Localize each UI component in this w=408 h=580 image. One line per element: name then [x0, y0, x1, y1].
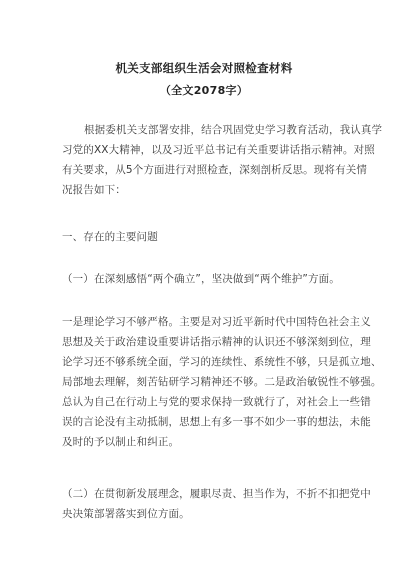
body-line: 一是理论学习不够严格。主要是对习近平新时代中国特色社会主义	[62, 316, 371, 328]
sub-heading-2	[62, 484, 371, 524]
sub-heading-2-line: （二）在贯彻新发展理念，履职尽责、担当作为，不折不扣把党中	[62, 488, 371, 500]
intro-line: 习党的XX大精神，以及习近平总书记有关重要讲话指示精神。对照	[62, 144, 375, 156]
body-paragraph	[62, 312, 382, 452]
document-subtitle: （全文2078字）	[159, 84, 249, 97]
document-title: 机关支部组织生活会对照检查材料	[115, 61, 293, 75]
sub-heading-1-text: （一）在深刻感悟“两个确立”，坚决做到“两个维护”方面。	[62, 273, 340, 285]
section-heading-text: 一、存在的主要问题	[62, 231, 158, 243]
intro-paragraph	[62, 120, 383, 200]
intro-line: 有关要求，从5个方面进行对照检查，深刻剖析反思。现将有关情	[62, 164, 368, 176]
body-line: 及时的予以制止和纠正。	[62, 436, 180, 448]
section-heading	[62, 227, 352, 247]
body-line: 总认为自己在行动上与党的要求保持一致就行了，对社会上一些错	[62, 396, 371, 408]
sub-heading-2-line: 央决策部署落实到位方面。	[62, 508, 190, 520]
body-line: 论学习还不够系统全面，学习的连续性、系统性不够，只是孤立地、	[62, 356, 382, 368]
intro-line: 况报告如下：	[62, 184, 126, 196]
sub-heading-1	[62, 269, 352, 289]
body-line: 思想及关于政治建设重要讲话指示精神的认识还不够深刻到位，理	[62, 336, 371, 348]
body-line: 局部地去理解，刻苦钻研学习精神还不够。二是政治敏锐性不够强。	[62, 376, 382, 388]
body-line: 误的言论没有主动抵制，思想上有多一事不如少一事的想法，未能	[62, 416, 371, 428]
intro-line: 根据委机关支部署安排，结合巩固党史学习教育活动，我认真学	[84, 124, 383, 136]
